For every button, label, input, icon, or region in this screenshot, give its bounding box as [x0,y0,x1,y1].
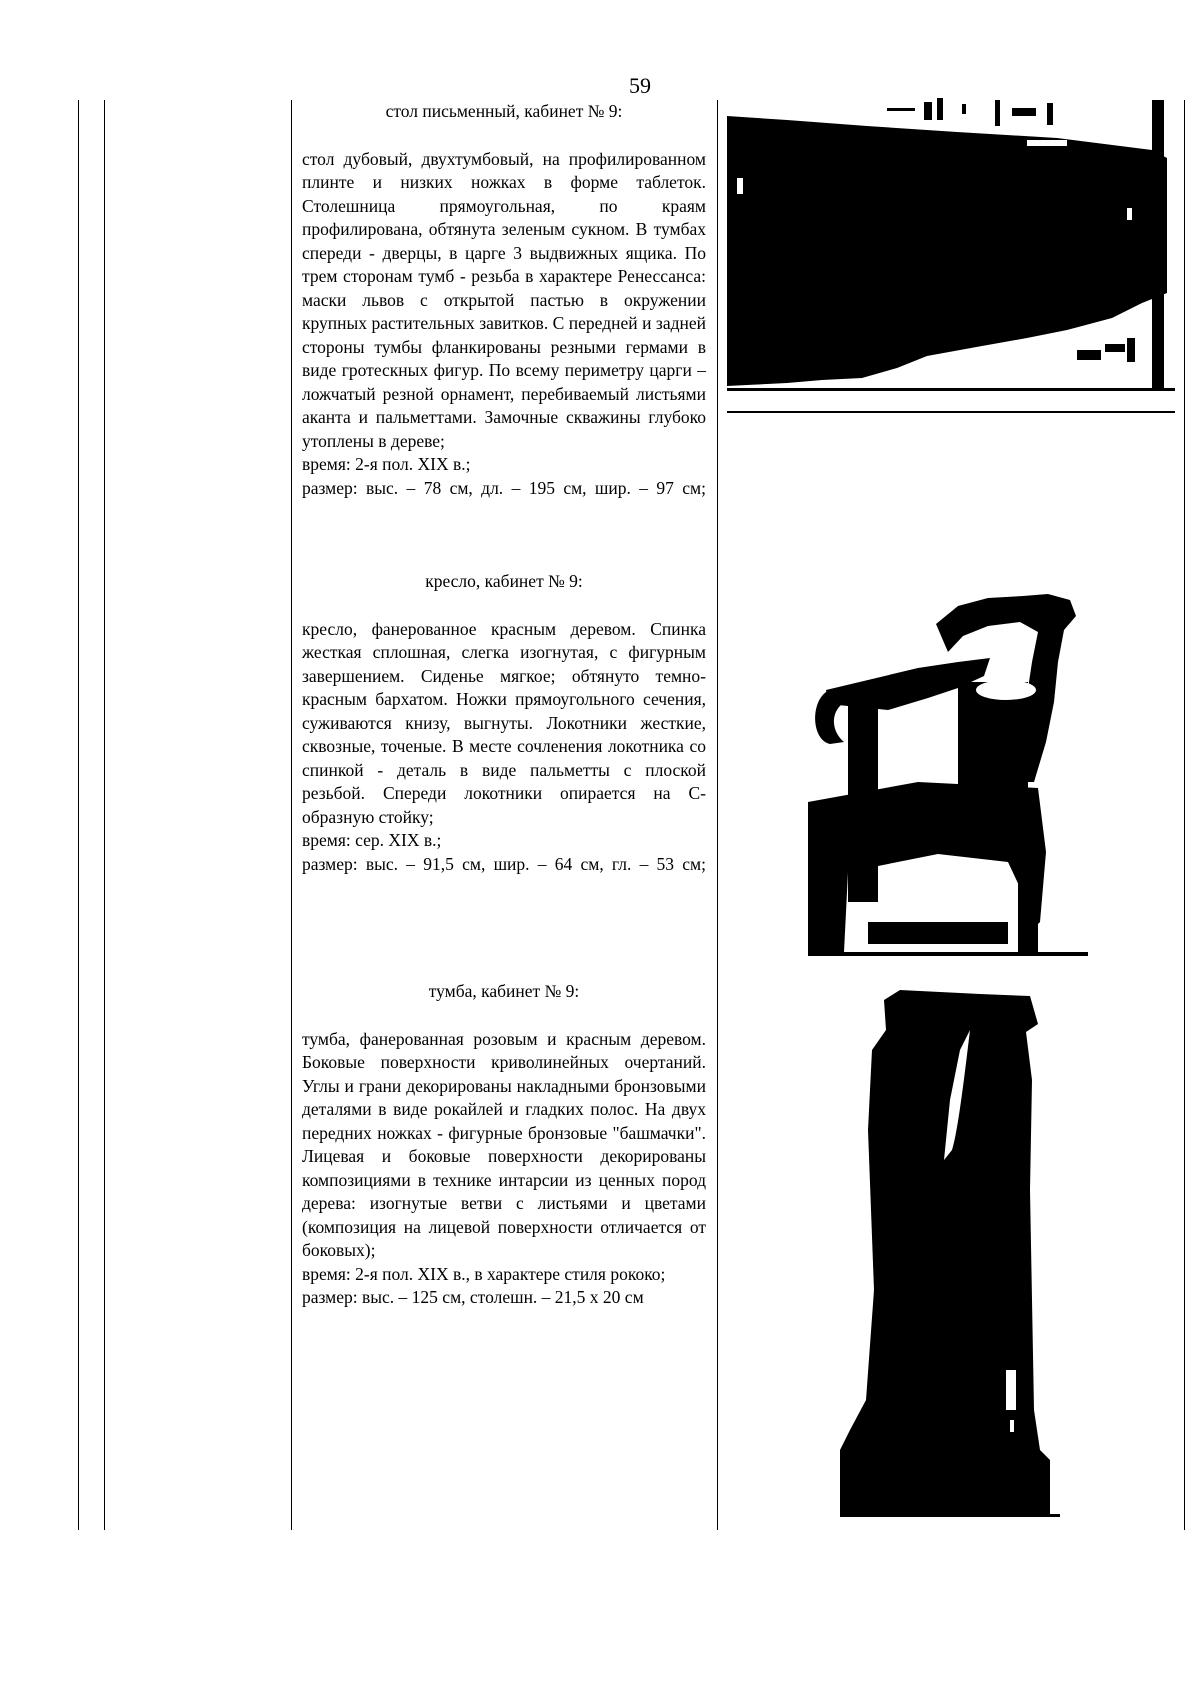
entry-description-text: кресло, фанерованное красным деревом. Спинка жесткая сплошная, слегка изогнутая, с фигурным завершением. Сиденье мягкое; обтянуто темно-красным бархатом. Ножки прямоугольного сечения, суживаются книзу, выгнуты. Локотники жесткие, сквозные, точеные. В месте сочленения локотника со спинкой - деталь в виде пальметты с плоской резьбой. Спереди локотники опирается на С-образную стойку; [302,618,706,827]
table-border-left-outer [78,100,79,1530]
entry-armchair [302,570,706,876]
table-border-text-left [291,100,292,1530]
entry-pedestal [302,980,706,1310]
entry-time: время: 2-я пол. XIX в., в характере стиля рококо; [302,1263,666,1284]
entry-heading: кресло, кабинет № 9: [425,571,583,591]
table-border-right [1184,100,1185,1530]
entry-size: размер: выс. – 91,5 см, шир. – 64 см, гл. – 53 см; [302,853,706,874]
table-border-text-right [717,100,718,1530]
entry-time: время: сер. XIX в.; [302,830,442,850]
entry-description [302,1028,706,1310]
entry-description [302,148,706,501]
page-number: 59 [629,73,651,98]
pedestal-photo [840,990,1060,1520]
desk-photo [727,98,1175,416]
entry-description-text: стол дубовый, двухтумбовый, на профилированном плинте и низких ножках в форме таблеток. Столешница прямоугольная, по краям профилирована, обтянута зеленым сукном. В тумбах спереди - дверцы, в царге 3 выдвижных ящика. По трем сторонам тумб - резьба в характере Ренессанса: маски львов с открытой пастью в окружении крупных растительных завитков. С передней и задней стороны тумбы фланкированы резными гермами в виде гротескных фигур. По всему периметру царги – ложчатый резной орнамент, перебиваемый листьями аканта и пальметтами. Замочные скважины глубоко утоплены в дереве; [302,148,706,451]
entry-heading: тумба, кабинет № 9: [428,981,580,1001]
entry-time: время: 2-я пол. XIX в.; [302,454,471,474]
entry-description [302,618,706,877]
entry-size: размер: выс. – 78 см, дл. – 195 см, шир. – 97 см; [302,477,706,498]
table-border-left-inner [104,100,105,1530]
entry-description-text: тумба, фанерованная розовым и красным деревом. Боковые поверхности криволинейных очертаний. Углы и грани декорированы накладными бронзовыми деталями в виде рокайлей и гладких полос. На двух передних ножках - фигурные бронзовые "башмачки". Лицевая и боковые поверхности декорированы композициями в технике интарсии из ценных пород дерева: изогнутые ветви с листьями и цветами (композиция на лицевой поверхности отличается от боковых); [302,1028,706,1260]
entry-size: размер: выс. – 125 см, столешн. – 21,5 х 20 см [302,1287,644,1307]
entry-desk [302,100,706,500]
armchair-photo [808,592,1088,962]
entry-heading: стол письменный, кабинет № 9: [385,101,623,121]
